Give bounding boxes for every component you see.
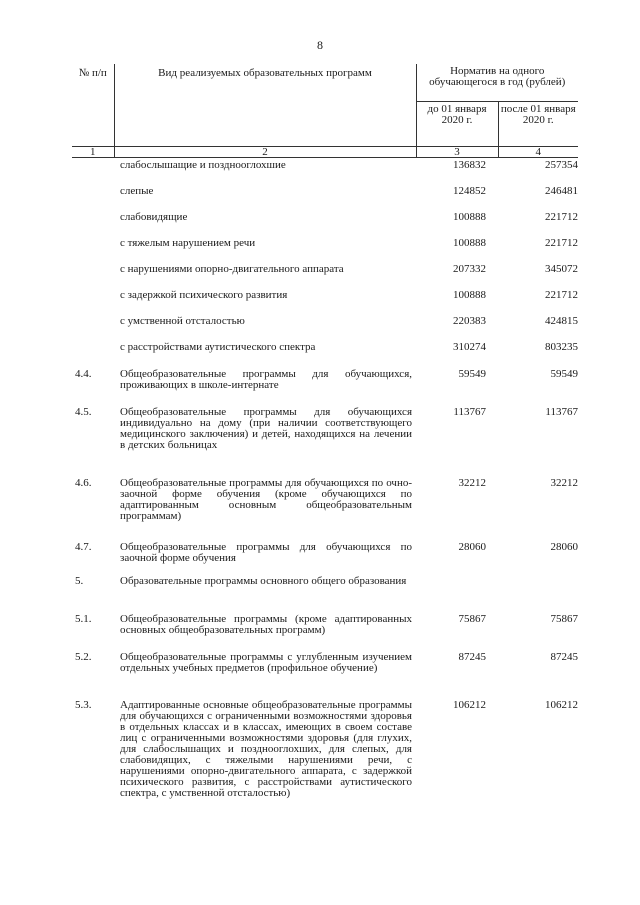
column-number-1: 1 <box>72 147 114 158</box>
header-after-2020: после 01 января 2020 г. <box>500 103 576 126</box>
program-name: слабослышащие и позднооглохшие <box>120 159 286 171</box>
program-name: с тяжелым нарушением речи <box>120 237 256 249</box>
table-row <box>72 652 578 700</box>
program-name: с расстройствами аутистического спектра <box>120 341 316 353</box>
table-row <box>72 212 578 238</box>
header-number: № п/п <box>72 64 114 147</box>
row-number <box>72 342 114 369</box>
table-row <box>72 407 578 478</box>
table-row <box>72 316 578 342</box>
row-number <box>72 186 114 212</box>
norm-after-2020: 75867 <box>550 613 578 625</box>
norm-after-2020: 424815 <box>545 315 578 327</box>
table-row <box>72 342 578 369</box>
program-name: с задержкой психического развития <box>120 289 288 301</box>
header-program: Вид реализуемых образовательных программ <box>114 64 416 147</box>
norm-before-2020: 207332 <box>453 263 486 275</box>
row-number: 5.3. <box>75 699 92 711</box>
norm-after-2020: 803235 <box>545 341 578 353</box>
norm-before-2020: 124852 <box>453 185 486 197</box>
table-row <box>72 186 578 212</box>
program-name: слабовидящие <box>120 211 188 223</box>
program-name: слепые <box>120 185 154 197</box>
header-norm: Норматив на одного обучающегося в год (рублей) <box>416 64 578 102</box>
table-row <box>72 700 578 834</box>
program-name: Общеобразовательные программы для обучающихся индивидуально на дому (при наличии соответствующего медицинского заключения) и детей, находящихся на лечении в детских больницах <box>120 406 412 451</box>
norm-after-2020: 345072 <box>545 263 578 275</box>
program-name: Адаптированные основные общеобразовательные программы для обучающихся с ограниченными возможностями здоровья в отдельных классах и в классах, имеющих в своем составе лиц с ограниченными возможностями здоровья (для глухих, для слабослышащих и позднооглохших, для слепых, для слабовидящих, с тяжелыми нарушениями речи, с нарушениями опорно-двигательного аппарата, с задержкой психического развития, с расстройствами аутистического спектра, с умственной отсталостью) <box>120 699 412 799</box>
header-before-2020: до 01 января 2020 г. <box>416 102 498 147</box>
norm-after-2020: 257354 <box>545 159 578 171</box>
table-row <box>72 238 578 264</box>
norm-after-2020: 87245 <box>550 651 578 663</box>
norms-table <box>72 64 578 834</box>
row-number: 4.5. <box>75 406 92 418</box>
norm-after-2020: 221712 <box>545 289 578 301</box>
program-name: Образовательные программы основного общего образования <box>120 575 407 587</box>
norm-before-2020: 310274 <box>453 341 486 353</box>
row-number <box>72 212 114 238</box>
table-row <box>72 542 578 576</box>
table-row <box>72 264 578 290</box>
table-row <box>72 478 578 542</box>
norm-after-2020: 246481 <box>545 185 578 197</box>
program-name: Общеобразовательные программы (кроме адаптированных основных общеобразовательных программ) <box>120 613 412 636</box>
page-number: 8 <box>317 38 323 52</box>
row-number <box>72 290 114 316</box>
norm-before-2020: 100888 <box>453 289 486 301</box>
program-name: Общеобразовательные программы с углубленным изучением отдельных учебных предметов (профильное обучение) <box>120 651 412 674</box>
norm-before-2020: 59549 <box>458 368 486 380</box>
row-number: 5.2. <box>75 651 92 663</box>
table-row <box>72 614 578 652</box>
norm-after-2020: 221712 <box>545 211 578 223</box>
row-number <box>72 316 114 342</box>
row-number: 4.7. <box>75 541 92 553</box>
norm-after-2020: 221712 <box>545 237 578 249</box>
norm-before-2020 <box>416 576 498 614</box>
norm-before-2020: 100888 <box>453 237 486 249</box>
norm-before-2020: 106212 <box>453 699 486 711</box>
column-number-4: 4 <box>498 147 578 158</box>
row-number: 5.1. <box>75 613 92 625</box>
table-row <box>72 158 578 187</box>
norm-after-2020: 113767 <box>545 406 578 418</box>
column-number-2: 2 <box>114 147 416 158</box>
row-number: 4.4. <box>75 368 92 380</box>
program-name: Общеобразовательные программы для обучающихся, проживающих в школе-интернате <box>120 368 412 391</box>
norm-after-2020: 59549 <box>550 368 578 380</box>
table-row <box>72 576 578 614</box>
norm-before-2020: 87245 <box>458 651 486 663</box>
row-number: 4.6. <box>75 477 92 489</box>
norm-before-2020: 113767 <box>453 406 486 418</box>
row-number <box>72 264 114 290</box>
norm-after-2020: 32212 <box>550 477 578 489</box>
norm-before-2020: 136832 <box>453 159 486 171</box>
row-number: 5. <box>75 575 84 587</box>
program-name: с нарушениями опорно-двигательного аппарата <box>120 263 344 275</box>
program-name: Общеобразовательные программы для обучающихся по очно-заочной форме обучения (кроме обучающихся по адаптированным основным общеобразовательным программам) <box>120 477 412 522</box>
norm-before-2020: 100888 <box>453 211 486 223</box>
norm-before-2020: 28060 <box>458 541 486 553</box>
norm-before-2020: 220383 <box>453 315 486 327</box>
norm-before-2020: 32212 <box>458 477 486 489</box>
norm-after-2020: 106212 <box>545 699 578 711</box>
norm-after-2020: 28060 <box>550 541 578 553</box>
column-number-3: 3 <box>416 147 498 158</box>
program-name: Общеобразовательные программы для обучающихся по заочной форме обучения <box>120 541 412 564</box>
row-number <box>72 158 114 187</box>
norm-before-2020: 75867 <box>458 613 486 625</box>
row-number <box>72 238 114 264</box>
program-name: с умственной отсталостью <box>120 315 245 327</box>
table-row <box>72 369 578 407</box>
norm-after-2020 <box>498 576 578 614</box>
table-row <box>72 290 578 316</box>
